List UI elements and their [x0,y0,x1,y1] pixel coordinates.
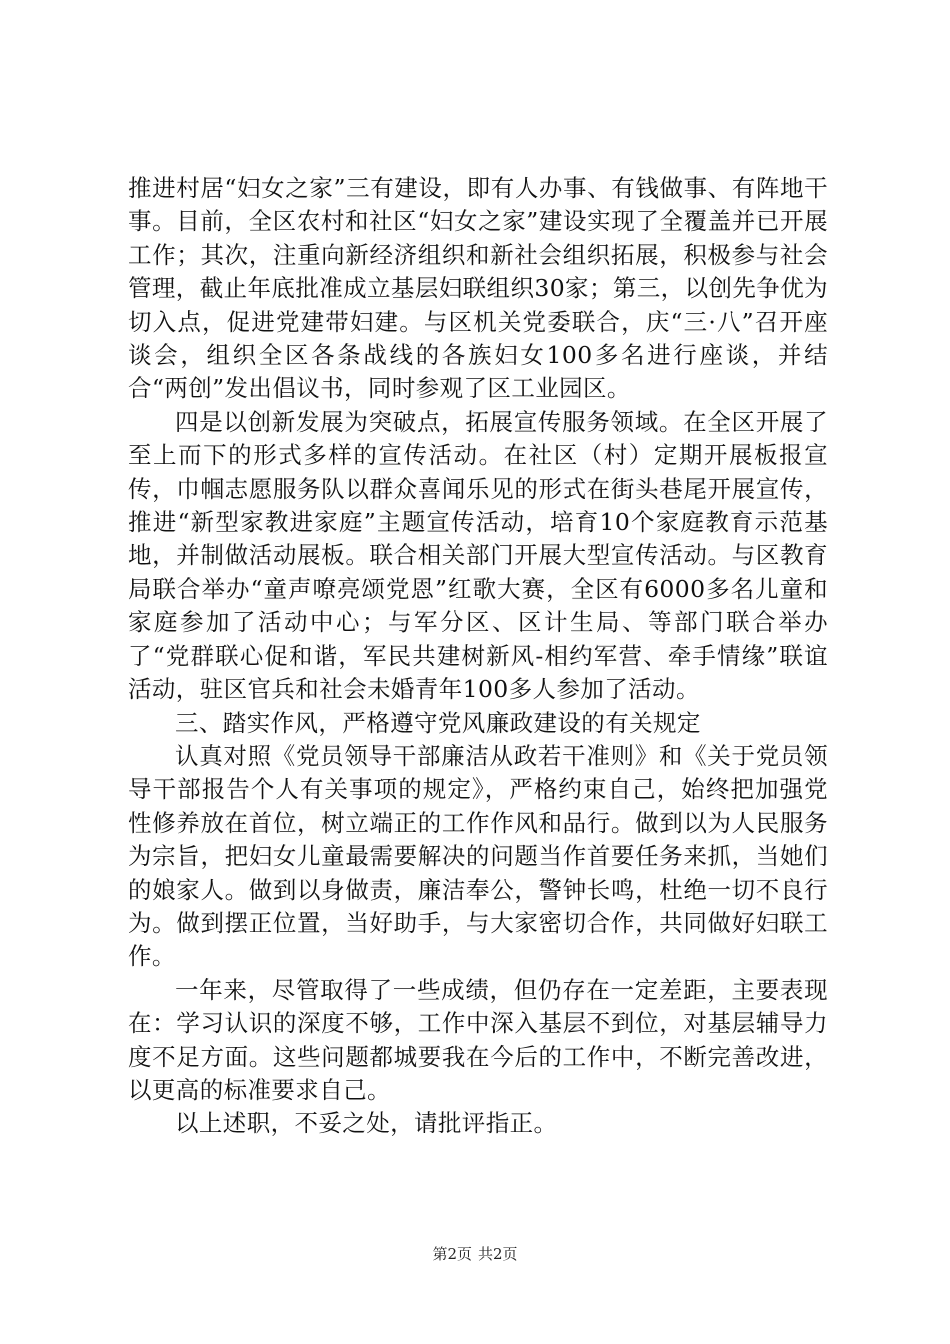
page-number: 第2页 [432,1245,472,1263]
paragraph-2: 四是以创新发展为突破点，拓展宣传服务领域。在全区开展了至上而下的形式多样的宣传活动。在社区（村）定期开展板报宣传，巾帼志愿服务队以群众喜闻乐见的形式在街头巷尾开展宣传，推进“新型家教进家庭”主题宣传活动，培育10个家庭教育示范基地，并制做活动展板。联合相关部门开展大型宣传活动。与区教育局联合举办“童声嘹亮颂党恩”红歌大赛，全区有6000多名儿童和家庭参加了活动中心；与军分区、区计生局、等部门联合举办了“党群联心促和谐，军民共建树新风-相约军营、牵手情缘”联谊活动，驻区官兵和社会未婚青年100多人参加了活动。 [128,407,828,704]
paragraph-5: 以上述职，不妥之处，请批评指正。 [175,1109,558,1138]
paragraph-4: 一年来，尽管取得了一些成绩，但仍存在一定差距，主要表现在：学习认识的深度不够，工作中深入基层不到位，对基层辅导力度不足方面。这些问题都城要我在今后的工作中，不断完善改进，以更高的标准要求自己。 [128,975,828,1104]
page-total: 共2页 [478,1245,518,1263]
paragraph-3: 认真对照《党员领导干部廉洁从政若干准则》和《关于党员领导干部报告个人有关事项的规定》，严格约束自己，始终把加强党性修养放在首位，树立端正的工作作风和品行。做到以为人民服务为宗旨，把妇女儿童最需要解决的问题当作首要任务来抓，当她们的娘家人。做到以身做责，廉洁奉公，警钟长鸣，杜绝一切不良行为。做到摆正位置，当好助手，与大家密切合作，共同做好妇联工作。 [128,741,828,971]
section-heading: 三、踏实作风，严格遵守党风廉政建设的有关规定 [175,708,701,737]
paragraph-1: 推进村居“妇女之家”三有建设，即有人办事、有钱做事、有阵地干事。目前，全区农村和社区“妇女之家”建设实现了全覆盖并已开展工作；其次，注重向新经济组织和新社会组织拓展，积极参与社会管理，截止年底批准成立基层妇联组织30家；第三，以创先争优为切入点，促进党建带妇建。与区机关党委联合，庆“三·八”召开座谈会，组织全区各条战线的各族妇女100多名进行座谈，并结合“两创”发出倡议书，同时参观了区工业园区。 [128,174,828,403]
page-footer [0,1244,950,1264]
document-body [128,172,828,1141]
